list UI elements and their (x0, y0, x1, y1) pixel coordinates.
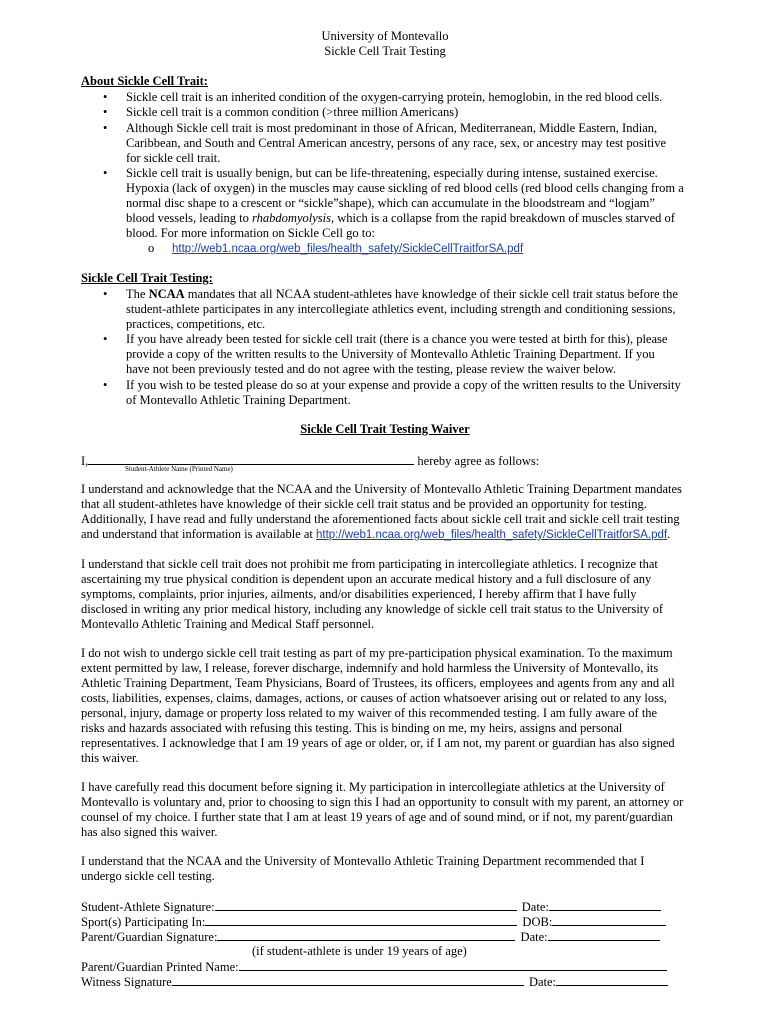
parent-name-field[interactable] (239, 959, 667, 971)
text-run: The (126, 287, 149, 301)
parent-signature-row (81, 929, 660, 945)
about-bullet-3-line2: Caribbean, and South and Central American ancestry, persons of any race, sex, or ancestry may test positive (126, 136, 666, 150)
dob-label: DOB: (522, 915, 553, 929)
waiver-p1-line2: that all student-athletes have knowledge of their sickle cell trait status and be provided an opportunity for testing. (81, 497, 647, 511)
name-suffix: hereby agree as follows: (417, 454, 540, 468)
header-university: University of Montevallo (321, 29, 449, 43)
about-bullet-4-line5: blood. For more information on Sickle Cell go to: (126, 226, 375, 240)
waiver-p5-line1: I understand that the NCAA and the University of Montevallo Athletic Training Department recommended that I (81, 854, 645, 868)
about-link-row (172, 241, 523, 257)
waiver-p4-line1: I have carefully read this document before signing it. My participation in intercollegiate athletics at the University of (81, 780, 665, 794)
parent-signature-label: Parent/Guardian Signature: (81, 930, 218, 944)
about-bullet-4-line4 (126, 211, 706, 226)
waiver-p2-line5: Montevallo Athletic Training and Medical Staff personnel. (81, 617, 375, 631)
waiver-p2-line2: ascertaining my true physical condition is dependent upon an accurate medical history and a full disclosure of any (81, 572, 652, 586)
bullet-icon: • (103, 332, 108, 346)
sports-row (81, 914, 666, 930)
waiver-p1-line3: Additionally, I have read and fully understand the aforementioned facts about sickle cell trait and sickle cell trait testing (81, 512, 680, 526)
date-label: Date: (528, 975, 557, 989)
bullet-icon: • (103, 166, 108, 180)
bold-term: NCAA (148, 287, 185, 301)
text-run: and understand that information is available at (81, 527, 316, 541)
ncaa-sickle-cell-link[interactable]: http://web1.ncaa.org/web_files/health_safety/SickleCellTraitforSA.pdf (172, 243, 524, 255)
text-run: which is a collapse from the rapid breakdown of muscles starved of (334, 211, 675, 225)
testing-bullet-1-line1 (126, 287, 706, 302)
student-name-field[interactable] (88, 453, 414, 465)
name-prefix: I, (81, 454, 89, 468)
witness-signature-field[interactable] (172, 974, 524, 986)
waiver-p3-line8: this waiver. (81, 751, 139, 765)
parent-name-row (81, 959, 667, 975)
date-label: Date: (521, 900, 549, 914)
italic-term: rhabdomyolysis, (252, 211, 335, 225)
about-bullet-2: Sickle cell trait is a common condition (>three million Americans) (126, 105, 459, 119)
waiver-p4-line3: counsel of my choice. I further state that I am at least 19 years of age and of sound mind, or if not, my parent/guardian (81, 810, 673, 824)
waiver-p3-line2: extent permitted by law, I release, forever discharge, indemnify and hold harmless the University of Montevallo, its (81, 661, 659, 675)
witness-row (81, 974, 668, 990)
ncaa-sickle-cell-link-inline[interactable]: http://web1.ncaa.org/web_files/health_safety/SickleCellTraitforSA.pdf (316, 529, 668, 541)
athlete-signature-row (81, 899, 661, 915)
athlete-date-field[interactable] (549, 899, 661, 911)
bullet-icon: • (103, 105, 108, 119)
text-run: blood vessels, leading to (126, 211, 253, 225)
testing-bullet-2-line3: have not been previously tested and do not agree with the testing, please review the waiver below. (126, 362, 617, 376)
testing-bullet-2-line2: provide a copy of the written results to the University of Montevallo Athletic Training Department. If you (126, 347, 655, 361)
waiver-p5-line2: undergo sickle cell testing. (81, 869, 215, 883)
about-heading: About Sickle Cell Trait: (81, 74, 208, 88)
sub-bullet-icon: o (148, 241, 155, 255)
bullet-icon: • (103, 121, 108, 135)
date-label: Date: (520, 930, 548, 944)
athlete-signature-label: Student-Athlete Signature: (81, 900, 215, 914)
bullet-icon: • (103, 287, 108, 301)
about-bullet-3-line3: for sickle cell trait. (126, 151, 221, 165)
name-caption: Student-Athlete Name (Printed Name) (125, 465, 233, 473)
waiver-p3-line1: I do not wish to undergo sickle cell trait testing as part of my pre-participation physical examination. To the maximum (81, 646, 673, 660)
testing-bullet-1-line3: practices, competitions, etc. (126, 317, 266, 331)
testing-bullet-1-line2: student-athlete participates in any intercollegiate athletics event, including strength and conditioning sessions, (126, 302, 676, 316)
about-bullet-4-line2: Hypoxia (lack of oxygen) in the muscles may cause sickling of red blood cells (red blood cells changing from a (126, 181, 684, 195)
sports-label: Sport(s) Participating In: (81, 915, 206, 929)
sports-field[interactable] (205, 914, 517, 926)
header-title: Sickle Cell Trait Testing (324, 44, 446, 58)
waiver-p4-line2: Montevallo is voluntary and, prior to choosing to sign this I had an opportunity to consult with my parent, an attorney or (81, 795, 684, 809)
about-bullet-4-line1: Sickle cell trait is usually benign, but can be life-threatening, especially during intense, sustained exercise. (126, 166, 658, 180)
bullet-icon: • (103, 378, 108, 392)
testing-bullet-3-line1: If you wish to be tested please do so at your expense and provide a copy of the written results to the University (126, 378, 681, 392)
parent-name-label: Parent/Guardian Printed Name: (81, 960, 239, 974)
text-run: mandates that all NCAA student-athletes have knowledge of their sickle cell trait status before the (184, 287, 678, 301)
witness-date-field[interactable] (556, 974, 668, 986)
bullet-icon: • (103, 90, 108, 104)
waiver-p3-line7: representatives. I acknowledge that I am 19 years of age or older, or, if I am not, my parent or guardian has also signed (81, 736, 675, 750)
testing-bullet-3-line2: of Montevallo Athletic Training Department. (126, 393, 351, 407)
waiver-p3-line5: personal, injury, damage or property loss related to my waiver of this recommended testing. I am fully aware of the (81, 706, 658, 720)
waiver-p1-line1: I understand and acknowledge that the NCAA and the University of Montevallo Athletic Training Department mandates (81, 482, 682, 496)
waiver-p2-line4: disclosed in writing any prior medical history, including any knowledge of sickle cell trait status to the University of (81, 602, 664, 616)
parent-date-field[interactable] (548, 929, 660, 941)
about-bullet-1: Sickle cell trait is an inherited condition of the oxygen-carrying protein, hemoglobin, in the red blood cells. (126, 90, 663, 104)
athlete-signature-field[interactable] (215, 899, 517, 911)
waiver-p2-line3: symptoms, complaints, prior injuries, ailments, and/or disabilities experienced, I hereby affirm that I have fully (81, 587, 637, 601)
parent-signature-field[interactable] (217, 929, 515, 941)
waiver-p3-line4: costs, liabilities, expenses, claims, damages, actions, or causes of action whatsoever arising out or related to any loss, (81, 691, 667, 705)
waiver-title: Sickle Cell Trait Testing Waiver (300, 422, 470, 436)
waiver-p2-line1: I understand that sickle cell trait does not prohibit me from participating in intercollegiate athletics. I recognize that (81, 557, 658, 571)
waiver-p3-line3: Athletic Training Department, Team Physicians, Board of Trustees, its officers, employees and agents from any and all (81, 676, 675, 690)
dob-field[interactable] (552, 914, 666, 926)
about-bullet-3-line1: Although Sickle cell trait is most predominant in those of African, Mediterranean, Middle Eastern, Indian, (126, 121, 658, 135)
text-run: . (667, 527, 671, 541)
waiver-p4-line4: has also signed this waiver. (81, 825, 218, 839)
under-19-note: (if student-athlete is under 19 years of age) (252, 944, 467, 958)
waiver-p3-line6: risks and hazards associated with refusing this testing. This is binding on me, my heirs, assigns and personal (81, 721, 623, 735)
testing-heading: Sickle Cell Trait Testing: (81, 271, 213, 285)
about-bullet-4-line3: normal disc shape to a crescent or “sickle”shape), which can accumulate in the bloodstream and “logjam” (126, 196, 655, 210)
witness-label: Witness Signature (81, 975, 172, 989)
waiver-p1-line4 (81, 527, 693, 543)
testing-bullet-2-line1: If you have already been tested for sickle cell trait (there is a chance you were tested at birth for this), please (126, 332, 668, 346)
